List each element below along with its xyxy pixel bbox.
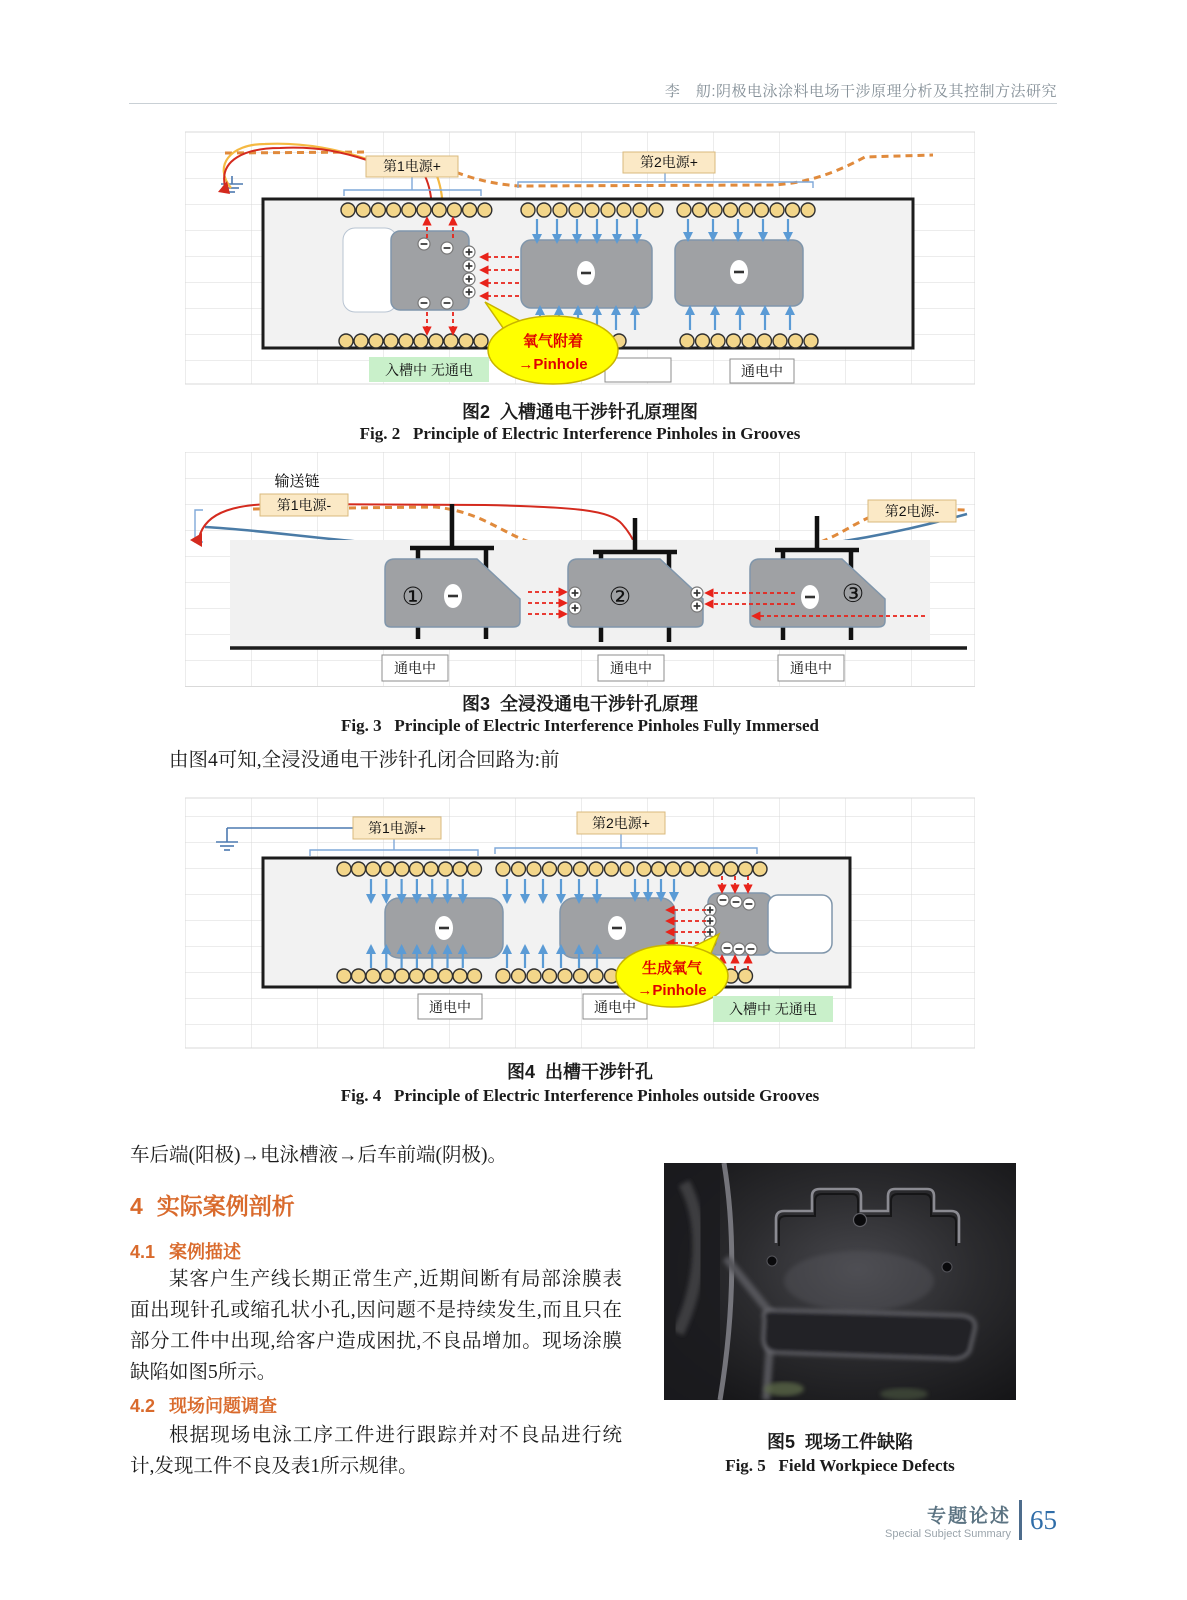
minus-badge bbox=[441, 297, 453, 309]
plus-badge bbox=[463, 246, 475, 258]
cathode-sign bbox=[577, 261, 595, 285]
photo-lower-ridge bbox=[763, 1310, 976, 1359]
cathode-sign bbox=[730, 260, 748, 284]
svg-text:→Pinhole: →Pinhole bbox=[637, 982, 707, 999]
page-footer bbox=[885, 1500, 1057, 1540]
photo-floor-spot bbox=[880, 1388, 928, 1400]
svg-text:氧气附着: 氧气附着 bbox=[522, 333, 584, 350]
anode-row bbox=[496, 862, 634, 876]
car-body-exiting-shell bbox=[768, 895, 832, 953]
cathode-sign bbox=[435, 916, 453, 940]
anode-row bbox=[521, 203, 663, 217]
section-4-title: 实际案例剖析 bbox=[156, 1193, 295, 1219]
power2-label: 第2电源- bbox=[884, 503, 940, 519]
figure5-photo bbox=[664, 1163, 1016, 1400]
footer-section bbox=[885, 1501, 1011, 1540]
header-rule bbox=[129, 103, 1057, 104]
paragraph-4-2: 根据现场电泳工序工件进行跟踪并对不良品进行统计,发现工件不良及表1所示规律。 bbox=[130, 1425, 622, 1477]
photo-floor-spot bbox=[764, 1382, 804, 1396]
photo-hole bbox=[942, 1262, 952, 1272]
status-on-label: 通电中 bbox=[741, 363, 783, 379]
plus-badge bbox=[463, 286, 475, 298]
section-4-2-heading bbox=[130, 1392, 277, 1418]
svg-text:生成氧气: 生成氧气 bbox=[641, 960, 703, 977]
power1-label: 第1电源+ bbox=[383, 158, 441, 174]
figure3-diagram bbox=[185, 452, 975, 687]
anode-row bbox=[496, 969, 634, 983]
plus-badge bbox=[463, 260, 475, 272]
section-4-1-number: 4.1 bbox=[130, 1242, 156, 1262]
fig2-caption-en: Fig. 2 Principle of Electric Interference Pinholes in Grooves bbox=[359, 424, 801, 443]
figure4-diagram bbox=[185, 790, 975, 1052]
paragraph-4-1: 某客户生产线长期正常生产,近期间断有局部涂膜表面出现针孔或缩孔状小孔,因问题不是持续发生,而且只在部分工件中出现,给客户造成困扰,不良品增加。现场涂膜缺陷如图5所示。 bbox=[130, 1269, 622, 1383]
fig5-caption-en: Fig. 5 Field Workpiece Defects bbox=[725, 1456, 955, 1475]
page-number: 65 bbox=[1030, 1504, 1057, 1535]
status-in-label: 入槽中 无通电 bbox=[729, 1001, 817, 1017]
fig4-caption-en: Fig. 4 Principle of Electric Interference Pinholes outside Grooves bbox=[340, 1086, 820, 1105]
car-body-entering-shell bbox=[343, 228, 397, 312]
fig3-caption-cn: 图3 全浸没通电干涉针孔原理 bbox=[461, 694, 698, 714]
anode-row bbox=[680, 334, 818, 348]
figure2-diagram bbox=[185, 126, 975, 390]
paragraph-circuit: 车后端(阳极)→电泳槽液→后车前端(阴极)。 bbox=[130, 1145, 507, 1166]
status-on-label: 通电中 bbox=[610, 660, 652, 676]
footer-section-en: Special Subject Summary bbox=[885, 1527, 1011, 1540]
anode-row bbox=[637, 862, 767, 876]
anode-row bbox=[677, 203, 815, 217]
power2-label: 第2电源+ bbox=[640, 154, 698, 170]
fig5-caption-cn: 图5 现场工件缺陷 bbox=[766, 1432, 913, 1452]
section-4-heading bbox=[130, 1188, 295, 1221]
status-on-label: 通电中 bbox=[394, 660, 436, 676]
power1-label: 第1电源- bbox=[276, 497, 332, 513]
conveyor-label: 输送链 bbox=[274, 473, 320, 490]
fig2-caption-cn: 图2 入槽通电干涉针孔原理图 bbox=[461, 402, 698, 422]
svg-text:→Pinhole: →Pinhole bbox=[518, 356, 588, 373]
svg-text:③: ③ bbox=[841, 579, 865, 608]
plus-badge bbox=[463, 273, 475, 285]
section-4-number: 4 bbox=[130, 1193, 143, 1219]
svg-text:②: ② bbox=[608, 582, 632, 611]
svg-text:①: ① bbox=[401, 582, 425, 611]
power2-label: 第2电源+ bbox=[592, 815, 650, 831]
status-on-label: 通电中 bbox=[594, 999, 636, 1015]
minus-badge bbox=[441, 242, 453, 254]
power1-label: 第1电源+ bbox=[368, 820, 426, 836]
photo-hole bbox=[767, 1256, 777, 1266]
running-header: 李 舠:阴极电泳涂料电场干涉原理分析及其控制方法研究 bbox=[664, 83, 1057, 100]
fig3-caption-en: Fig. 3 Principle of Electric Interference Pinholes Fully Immersed bbox=[341, 716, 819, 735]
status-in-label: 入槽中 无通电 bbox=[385, 362, 473, 378]
status-on-label: 通电中 bbox=[790, 660, 832, 676]
section-4-1-title: 案例描述 bbox=[169, 1242, 242, 1262]
section-4-2-number: 4.2 bbox=[130, 1396, 156, 1416]
footer-divider bbox=[1019, 1500, 1022, 1540]
minus-badge bbox=[418, 238, 430, 250]
cathode-sign bbox=[608, 916, 626, 940]
section-4-1-heading bbox=[130, 1238, 241, 1264]
paragraph-fig4-intro: 由图4可知,全浸没通电干涉针孔闭合回路为:前 bbox=[169, 750, 560, 771]
status-on-label: 通电中 bbox=[429, 999, 471, 1015]
minus-badge bbox=[418, 297, 430, 309]
fig4-caption-cn: 图4 出槽干涉针孔 bbox=[506, 1062, 653, 1082]
photo-reflection bbox=[784, 1251, 934, 1311]
photo-hole bbox=[854, 1214, 867, 1227]
footer-section-cn: 专题论述 bbox=[926, 1505, 1011, 1527]
section-4-2-title: 现场问题调查 bbox=[169, 1396, 278, 1416]
